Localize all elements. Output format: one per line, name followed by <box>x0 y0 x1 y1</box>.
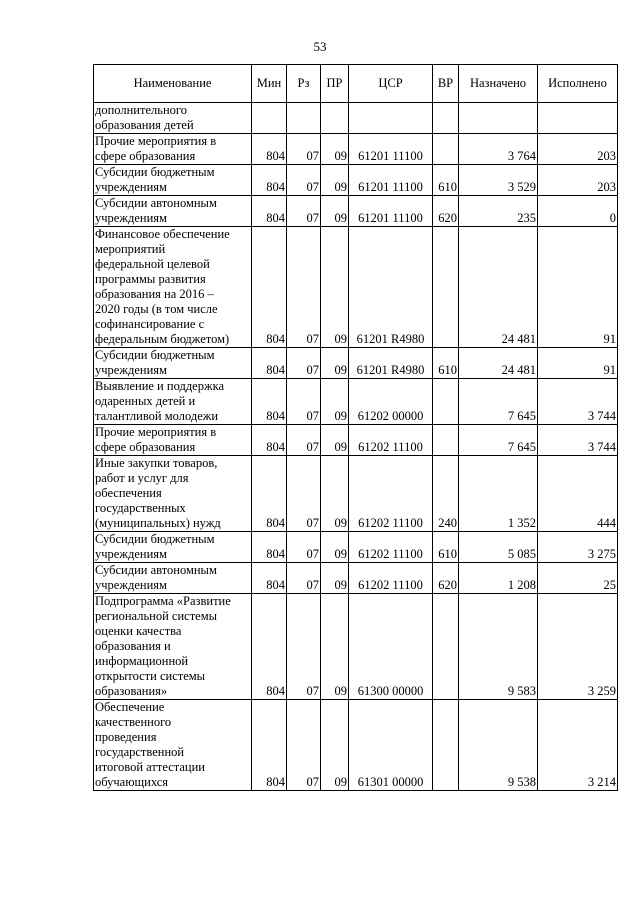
row-name-line: образования и <box>95 639 171 653</box>
row-vr <box>433 700 459 791</box>
row-vr <box>433 134 459 165</box>
row-csr: 61202 11100 <box>349 425 433 456</box>
row-name-line: Обеспечение <box>95 700 165 714</box>
row-rz: 07 <box>287 532 321 563</box>
row-name-line: Подпрограмма «Развитие <box>95 594 231 608</box>
row-name-line: государственных <box>95 501 186 515</box>
row-pr: 09 <box>321 379 349 425</box>
header-csr: ЦСР <box>349 65 433 103</box>
row-name-line: учреждениям <box>95 180 167 194</box>
row-executed: 3 275 <box>538 532 618 563</box>
table-row <box>94 227 618 348</box>
row-executed: 3 214 <box>538 700 618 791</box>
header-rz: Рз <box>287 65 321 103</box>
row-executed: 91 <box>538 348 618 379</box>
row-assigned: 7 645 <box>459 425 538 456</box>
row-name <box>94 379 252 425</box>
row-csr: 61301 00000 <box>349 700 433 791</box>
table-row <box>94 103 618 134</box>
row-min: 804 <box>252 594 287 700</box>
row-min: 804 <box>252 532 287 563</box>
row-pr: 09 <box>321 700 349 791</box>
table-row <box>94 594 618 700</box>
table-row <box>94 563 618 594</box>
row-name-line: обеспечения <box>95 486 162 500</box>
row-name-line: 2020 годы (в том числе <box>95 302 218 316</box>
row-pr: 09 <box>321 196 349 227</box>
row-name-line: Субсидии бюджетным <box>95 165 215 179</box>
row-name <box>94 165 252 196</box>
row-executed: 91 <box>538 227 618 348</box>
row-csr: 61300 00000 <box>349 594 433 700</box>
row-assigned: 9 583 <box>459 594 538 700</box>
row-name-line: учреждениям <box>95 363 167 377</box>
row-rz: 07 <box>287 227 321 348</box>
row-rz: 07 <box>287 165 321 196</box>
row-rz: 07 <box>287 594 321 700</box>
row-rz: 07 <box>287 134 321 165</box>
row-executed: 25 <box>538 563 618 594</box>
table-row <box>94 532 618 563</box>
row-csr: 61202 11100 <box>349 563 433 594</box>
table-row <box>94 425 618 456</box>
row-executed: 203 <box>538 165 618 196</box>
row-assigned: 1 352 <box>459 456 538 532</box>
row-name-line: Прочие мероприятия в <box>95 134 217 148</box>
row-vr: 240 <box>433 456 459 532</box>
row-min <box>252 103 287 134</box>
row-assigned: 24 481 <box>459 348 538 379</box>
row-assigned: 3 764 <box>459 134 538 165</box>
row-name-line: работ и услуг для <box>95 471 189 485</box>
row-assigned: 9 538 <box>459 700 538 791</box>
row-min: 804 <box>252 700 287 791</box>
row-executed: 3 744 <box>538 379 618 425</box>
row-name-line: талантливой молодежи <box>95 409 219 423</box>
row-name <box>94 532 252 563</box>
row-name <box>94 456 252 532</box>
row-vr: 620 <box>433 563 459 594</box>
header-vr: ВР <box>433 65 459 103</box>
row-assigned <box>459 103 538 134</box>
row-min: 804 <box>252 196 287 227</box>
row-csr: 61201 R4980 <box>349 348 433 379</box>
row-vr <box>433 103 459 134</box>
row-vr <box>433 594 459 700</box>
row-csr: 61201 11100 <box>349 165 433 196</box>
row-name-line: образования на 2016 – <box>95 287 214 301</box>
row-name <box>94 196 252 227</box>
row-name-line: Финансовое обеспечение <box>95 227 230 241</box>
row-pr: 09 <box>321 563 349 594</box>
row-name-line: учреждениям <box>95 211 167 225</box>
row-vr: 610 <box>433 348 459 379</box>
row-rz: 07 <box>287 456 321 532</box>
table-row <box>94 456 618 532</box>
row-name-line: учреждениям <box>95 578 167 592</box>
row-pr: 09 <box>321 456 349 532</box>
row-csr: 61202 11100 <box>349 532 433 563</box>
row-executed: 3 744 <box>538 425 618 456</box>
row-name-line: Прочие мероприятия в <box>95 425 217 439</box>
row-pr: 09 <box>321 348 349 379</box>
header-assigned: Назначено <box>459 65 538 103</box>
row-rz <box>287 103 321 134</box>
row-csr: 61201 11100 <box>349 196 433 227</box>
row-min: 804 <box>252 165 287 196</box>
row-name <box>94 348 252 379</box>
table-row <box>94 379 618 425</box>
row-name-line: сфере образования <box>95 440 196 454</box>
row-name-line: оценки качества <box>95 624 182 638</box>
row-name-line: учреждениям <box>95 547 167 561</box>
row-executed: 444 <box>538 456 618 532</box>
row-min: 804 <box>252 456 287 532</box>
row-pr <box>321 103 349 134</box>
table-header-row <box>94 65 618 103</box>
row-rz: 07 <box>287 196 321 227</box>
row-pr: 09 <box>321 532 349 563</box>
row-name <box>94 563 252 594</box>
row-name-line: софинансирование с <box>95 317 205 331</box>
row-name <box>94 425 252 456</box>
row-vr: 610 <box>433 165 459 196</box>
row-name-line: мероприятий <box>95 242 166 256</box>
row-assigned: 1 208 <box>459 563 538 594</box>
row-min: 804 <box>252 563 287 594</box>
row-min: 804 <box>252 425 287 456</box>
row-executed: 203 <box>538 134 618 165</box>
row-name-line: качественного <box>95 715 172 729</box>
row-min: 804 <box>252 348 287 379</box>
row-name <box>94 594 252 700</box>
table-row <box>94 134 618 165</box>
row-name <box>94 227 252 348</box>
table-row <box>94 165 618 196</box>
row-pr: 09 <box>321 425 349 456</box>
table-row <box>94 700 618 791</box>
row-vr: 610 <box>433 532 459 563</box>
row-rz: 07 <box>287 425 321 456</box>
row-name-line: государственной <box>95 745 185 759</box>
row-executed: 3 259 <box>538 594 618 700</box>
header-executed: Исполнено <box>538 65 618 103</box>
table-body <box>94 103 618 791</box>
row-name-line: сфере образования <box>95 149 196 163</box>
row-name-line: Выявление и поддержка <box>95 379 225 393</box>
row-name <box>94 103 252 134</box>
row-min: 804 <box>252 379 287 425</box>
row-assigned: 235 <box>459 196 538 227</box>
row-executed: 0 <box>538 196 618 227</box>
row-vr <box>433 227 459 348</box>
row-name-line: проведения <box>95 730 157 744</box>
table-row <box>94 196 618 227</box>
row-vr: 620 <box>433 196 459 227</box>
row-executed <box>538 103 618 134</box>
row-name-line: (муниципальных) нужд <box>95 516 221 530</box>
row-name-line: одаренных детей и <box>95 394 196 408</box>
row-csr <box>349 103 433 134</box>
row-name-line: обучающихся <box>95 775 169 789</box>
row-csr: 61201 R4980 <box>349 227 433 348</box>
row-name-line: образования детей <box>95 118 194 132</box>
row-min: 804 <box>252 134 287 165</box>
row-name-line: региональной системы <box>95 609 218 623</box>
row-vr <box>433 379 459 425</box>
row-name-line: образования» <box>95 684 168 698</box>
row-csr: 61202 00000 <box>349 379 433 425</box>
table-row <box>94 348 618 379</box>
budget-table <box>93 64 618 791</box>
row-assigned: 7 645 <box>459 379 538 425</box>
row-pr: 09 <box>321 594 349 700</box>
row-name-line: Иные закупки товаров, <box>95 456 218 470</box>
row-pr: 09 <box>321 227 349 348</box>
row-assigned: 5 085 <box>459 532 538 563</box>
row-name-line: открытости системы <box>95 669 206 683</box>
row-name <box>94 700 252 791</box>
row-name-line: Субсидии автономным <box>95 563 217 577</box>
row-pr: 09 <box>321 134 349 165</box>
header-name: Наименование <box>94 65 252 103</box>
row-rz: 07 <box>287 348 321 379</box>
header-pr: ПР <box>321 65 349 103</box>
header-min: Мин <box>252 65 287 103</box>
page-number: 53 <box>313 39 327 54</box>
row-name-line: итоговой аттестации <box>95 760 205 774</box>
row-pr: 09 <box>321 165 349 196</box>
row-rz: 07 <box>287 700 321 791</box>
row-rz: 07 <box>287 379 321 425</box>
row-name-line: Субсидии автономным <box>95 196 217 210</box>
row-name-line: Субсидии бюджетным <box>95 348 215 362</box>
row-min: 804 <box>252 227 287 348</box>
row-assigned: 3 529 <box>459 165 538 196</box>
row-csr: 61202 11100 <box>349 456 433 532</box>
row-name-line: федеральной целевой <box>95 257 210 271</box>
row-name-line: Субсидии бюджетным <box>95 532 215 546</box>
row-vr <box>433 425 459 456</box>
row-name-line: федеральным бюджетом) <box>95 332 230 346</box>
row-name <box>94 134 252 165</box>
row-rz: 07 <box>287 563 321 594</box>
row-name-line: информационной <box>95 654 189 668</box>
row-csr: 61201 11100 <box>349 134 433 165</box>
row-assigned: 24 481 <box>459 227 538 348</box>
row-name-line: программы развития <box>95 272 206 286</box>
row-name-line: дополнительного <box>95 103 187 117</box>
